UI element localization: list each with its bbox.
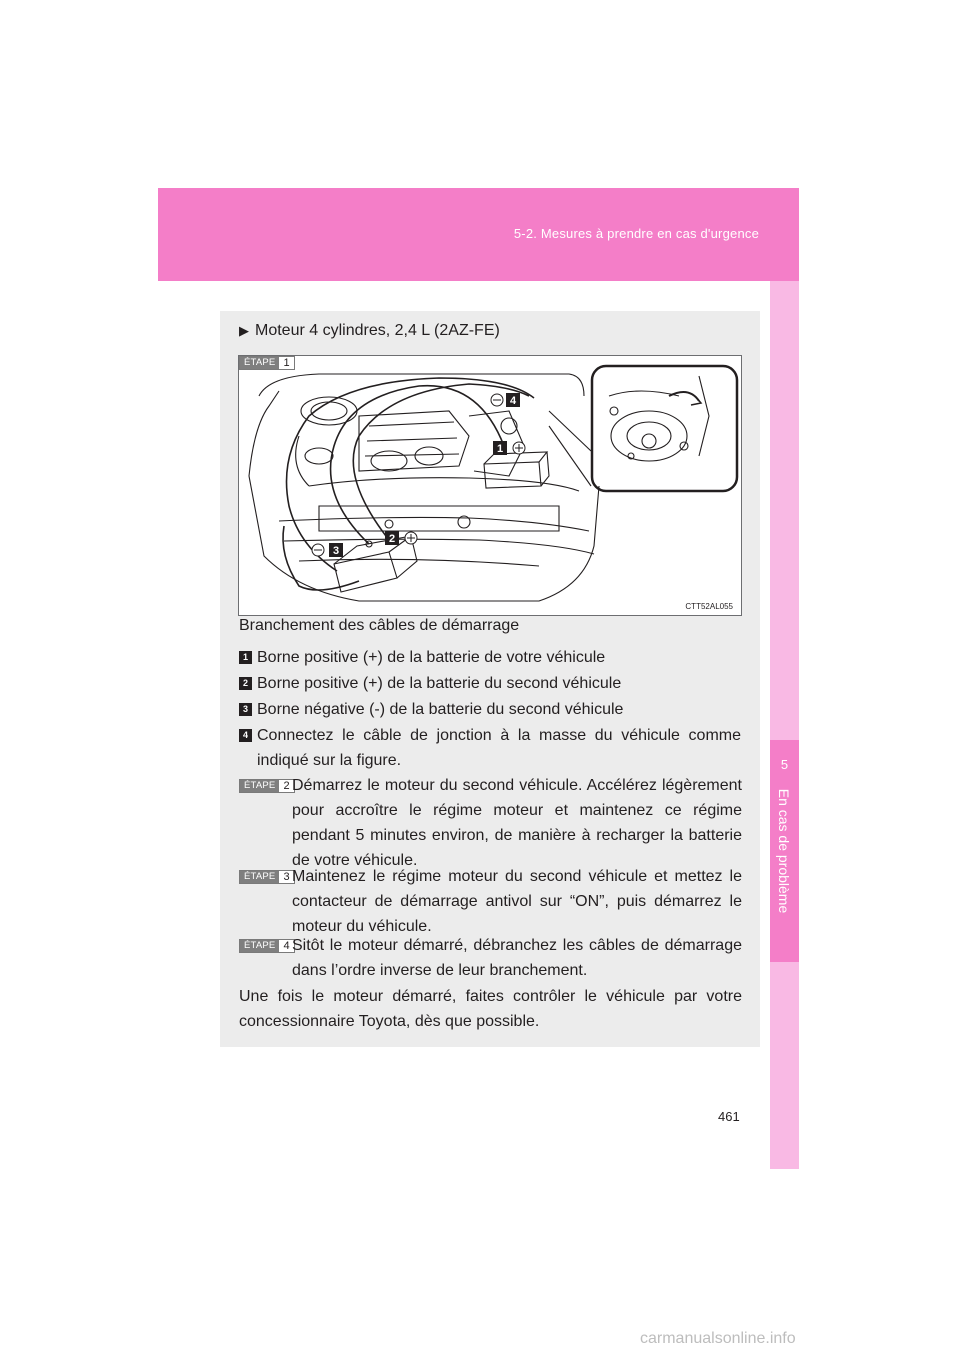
step-badge-label: ÉTAPE	[240, 357, 279, 369]
chapter-title: 5-2. Mesures à prendre en cas d'urgence	[513, 226, 759, 241]
side-tab-number: 5	[780, 757, 789, 772]
step-badge	[239, 779, 295, 793]
step-badge-number: 4	[283, 940, 290, 952]
callout-2-label: 2	[388, 533, 396, 545]
section-title	[239, 322, 500, 340]
callout-3-label: 3	[332, 545, 340, 557]
side-tab	[770, 281, 799, 1169]
callout-4-label: 4	[509, 395, 517, 407]
page-number: 461	[718, 1109, 740, 1124]
callout-1-label: 1	[496, 443, 504, 455]
item-text: Borne positive (+) de la batterie de votre véhicule	[257, 649, 606, 666]
step-text: Maintenez le régime moteur du second véhicule et mettez le contacteur de démarrage antivol sur “ON”, puis démarrez le moteur du véhicule.	[292, 868, 742, 935]
callout-4	[491, 393, 520, 407]
watermark: carmanualsonline.info	[640, 1330, 796, 1347]
item-number-badge: 2	[239, 677, 252, 690]
item-text: Connectez le câble de jonction à la masse du véhicule comme indiqué sur la figure.	[257, 727, 741, 769]
step-text: Sitôt le moteur démarré, débranchez les câbles de démarrage dans l’ordre inverse de leur branchement.	[292, 937, 742, 979]
step-badge-number: 1	[283, 357, 290, 369]
jump-start-figure	[238, 355, 742, 616]
figure-step-badge	[239, 356, 295, 370]
item-number-badge: 4	[239, 729, 252, 742]
figure-code: CTT52AL055	[685, 602, 733, 611]
step-badge	[239, 870, 295, 884]
side-tab-label: En cas de problème	[776, 788, 792, 914]
step-badge-number: 3	[283, 871, 290, 883]
figure-caption: Branchement des câbles de démarrage	[239, 617, 520, 634]
item-number-badge: 1	[239, 651, 252, 664]
step-text: Démarrez le moteur du second véhicule. Accélérez légèrement pour accroître le régime moteur et maintenez ce régime pendant 5 minutes environ, de manière à recharger la batterie de votre véhicule.	[292, 777, 742, 869]
step-badge-number: 2	[283, 780, 290, 792]
item-text: Borne positive (+) de la batterie du second véhicule	[257, 675, 622, 692]
chapter-header	[158, 188, 799, 281]
triangle-bullet-icon: ▶	[239, 323, 249, 338]
step-badge-label: ÉTAPE	[240, 780, 279, 792]
callout-3	[312, 543, 343, 557]
section-title-text: Moteur 4 cylindres, 2,4 L (2AZ-FE)	[255, 322, 500, 339]
item-text: Borne négative (-) de la batterie du second véhicule	[257, 701, 624, 718]
engine-illustration	[239, 356, 741, 615]
closing-paragraph: Une fois le moteur démarré, faites contrôler le véhicule par votre concessionnaire Toyota, dès que possible.	[239, 988, 742, 1030]
step-badge-label: ÉTAPE	[240, 871, 279, 883]
step-badge	[239, 939, 295, 953]
item-number-badge: 3	[239, 703, 252, 716]
step-badge-label: ÉTAPE	[240, 940, 279, 952]
